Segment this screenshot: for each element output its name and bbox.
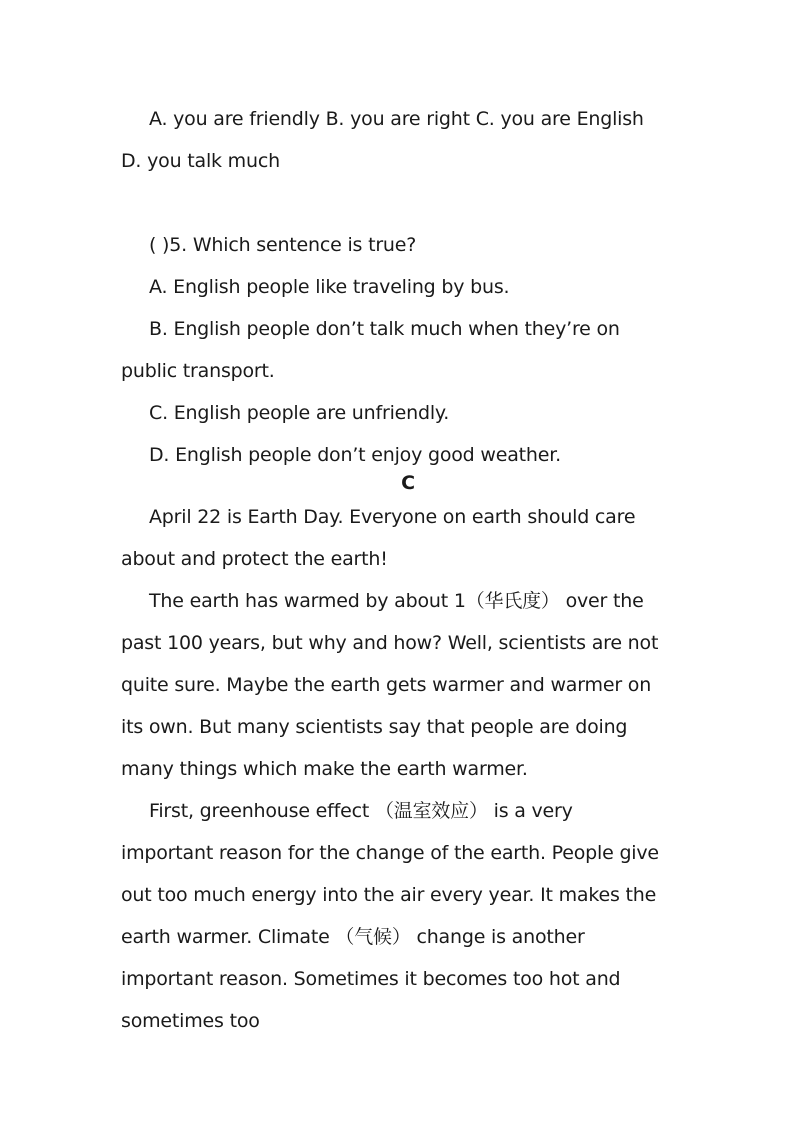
section-heading: C — [401, 472, 415, 494]
question-5-option-b: B. English people don’t talk much when they’re on public transport. — [121, 318, 620, 382]
question-5-stem: ( )5. Which sentence is true? — [149, 234, 417, 256]
passage-paragraph-2: The earth has warmed by about 1（华氏度） over the past 100 years, but why and how? Well, scientists are not quite sure. Maybe the earth gets warmer and warmer on its own. But many scientists say that people are doing many things which make the earth warmer. — [121, 590, 659, 780]
passage-paragraph-1: April 22 is Earth Day. Everyone on earth should care about and protect the earth! — [121, 506, 636, 570]
question-5-option-d: D. English people don’t enjoy good weather. — [149, 444, 561, 466]
document-body — [121, 98, 661, 1042]
question-4-options: A. you are friendly B. you are right C. you are English D. you talk much — [121, 108, 644, 172]
passage-paragraph-3: First, greenhouse effect （温室效应） is a very important reason for the change of the earth. People give out too much energy into the air every year. It makes the earth warmer. Climate （气候） change is another important reason. Sometimes it becomes too hot and sometimes too — [121, 800, 659, 1032]
blank-line — [121, 182, 661, 224]
question-5-option-c: C. English people are unfriendly. — [149, 402, 450, 424]
question-5-option-a: A. English people like traveling by bus. — [149, 276, 510, 298]
